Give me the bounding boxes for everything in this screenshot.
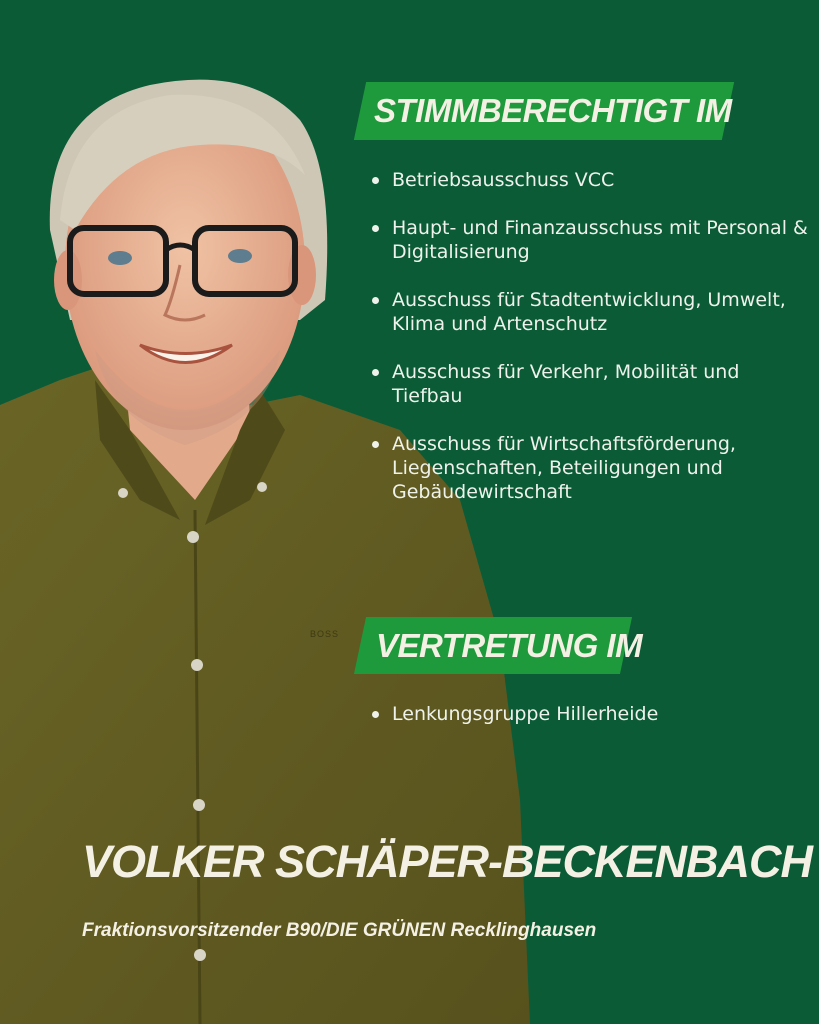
list-item: Ausschuss für Verkehr, Mobilität und Tiefbau bbox=[368, 360, 808, 408]
list-item: Lenkungsgruppe Hillerheide bbox=[368, 702, 808, 726]
person-name: VOLKER SCHÄPER-BECKENBACH bbox=[82, 836, 813, 887]
section-heading-voting: STIMMBERECHTIGT IM bbox=[374, 92, 732, 129]
list-item: Ausschuss für Stadtentwicklung, Umwelt, Klima und Artenschutz bbox=[368, 288, 808, 336]
list-item: Haupt- und Finanzausschuss mit Personal & Digitalisierung bbox=[368, 216, 808, 264]
list-item: Betriebsausschuss VCC bbox=[368, 168, 808, 192]
section-banner-representation bbox=[354, 617, 643, 674]
section-heading-representation: VERTRETUNG IM bbox=[376, 627, 643, 664]
shirt-logo: BOSS bbox=[310, 629, 340, 639]
representation-list bbox=[368, 702, 808, 750]
list-item: Ausschuss für Wirtschaftsförderung, Liegenschaften, Beteiligungen und Gebäudewirtschaft bbox=[368, 432, 808, 504]
person-role: Fraktionsvorsitzender B90/DIE GRÜNEN Recklinghausen bbox=[82, 920, 597, 941]
section-banner-voting bbox=[354, 82, 734, 140]
voting-committees-list bbox=[368, 168, 808, 528]
